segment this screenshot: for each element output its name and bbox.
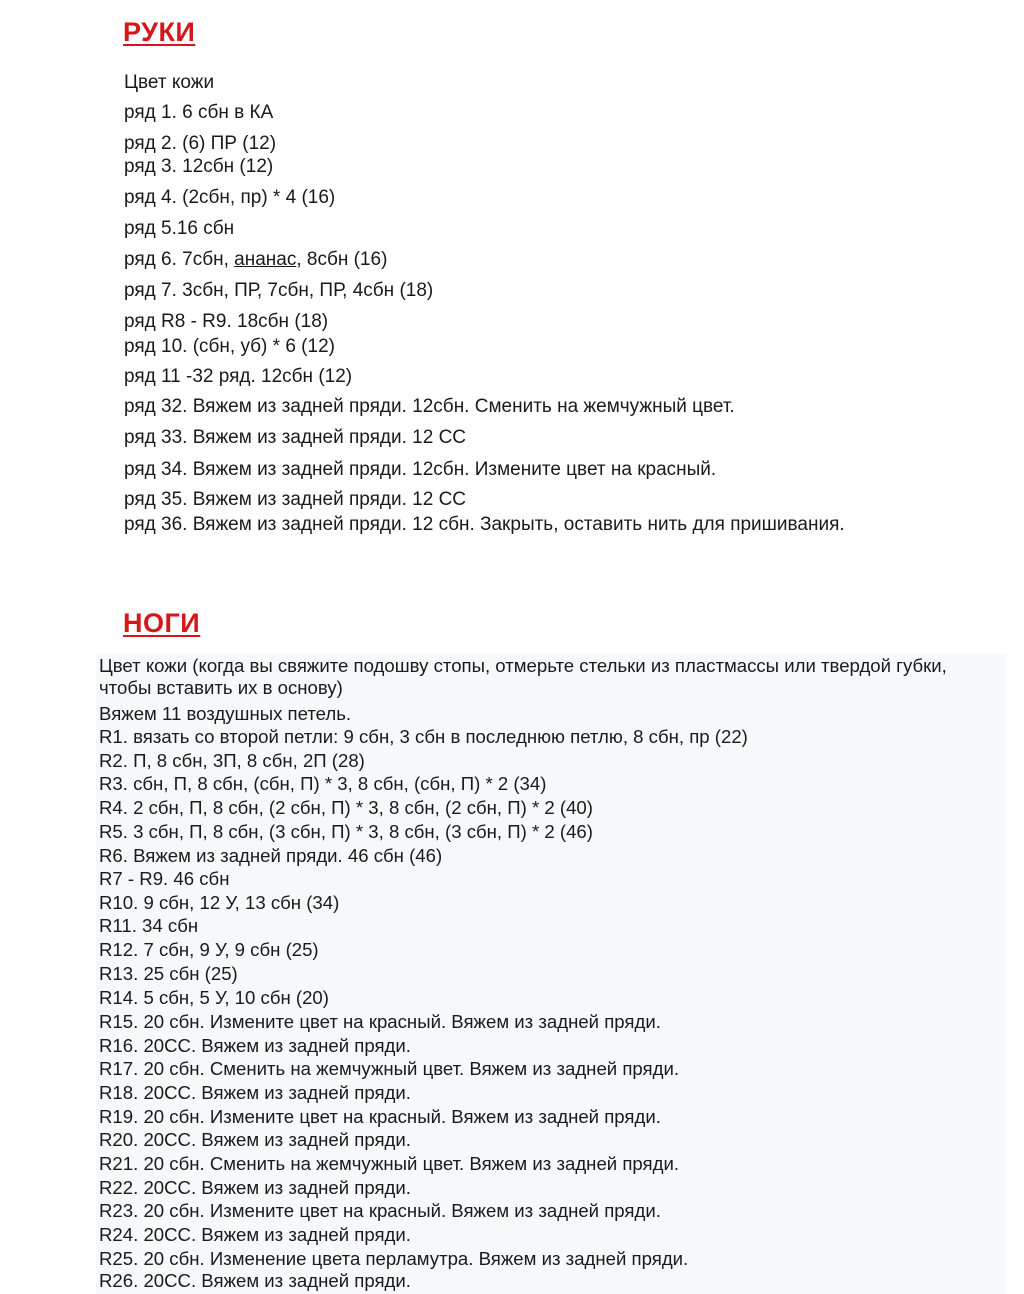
legs-line: R5. 3 сбн, П, 8 сбн, (3 сбн, П) * 3, 8 сбн, (3 сбн, П) * 2 (46) xyxy=(99,821,593,842)
legs-line: R7 - R9. 46 сбн xyxy=(99,868,230,889)
legs-line: R14. 5 сбн, 5 У, 10 сбн (20) xyxy=(99,987,329,1008)
arms-line: Цвет кожи xyxy=(124,72,215,93)
arms-line: ряд 33. Вяжем из задней пряди. 12 СС xyxy=(124,427,467,448)
arms-line-row6 xyxy=(124,249,387,271)
arms-line: ряд 10. (сбн, уб) * 6 (12) xyxy=(124,336,335,357)
legs-line: R22. 20СС. Вяжем из задней пряди. xyxy=(99,1177,411,1198)
legs-line: R16. 20СС. Вяжем из задней пряди. xyxy=(99,1035,411,1056)
row6-prefix: ряд 6. 7сбн, xyxy=(124,249,235,270)
legs-line: Цвет кожи (когда вы свяжите подошву стопы, отмерьте стельки из пластмассы или твердой губки, чтобы вставить их в основу) xyxy=(99,655,947,698)
arms-line: ряд 5.16 сбн xyxy=(124,218,235,239)
arms-line: ряд 35. Вяжем из задней пряди. 12 СС xyxy=(124,489,467,510)
legs-line: R4. 2 сбн, П, 8 сбн, (2 сбн, П) * 3, 8 сбн, (2 сбн, П) * 2 (40) xyxy=(99,797,593,818)
row6-suffix: , 8сбн (16) xyxy=(296,249,388,270)
legs-line: R10. 9 сбн, 12 У, 13 сбн (34) xyxy=(99,892,340,913)
arms-line: ряд 7. 3сбн, ПР, 7сбн, ПР, 4сбн (18) xyxy=(124,280,434,301)
legs-section-title: НОГИ xyxy=(123,608,201,638)
legs-line: R18. 20СС. Вяжем из задней пряди. xyxy=(99,1082,411,1103)
legs-line: R25. 20 сбн. Изменение цвета перламутра. Вяжем из задней пряди. xyxy=(99,1248,689,1269)
legs-line: R11. 34 сбн xyxy=(99,915,199,936)
legs-line: R23. 20 сбн. Измените цвет на красный. Вяжем из задней пряди. xyxy=(99,1200,661,1221)
arms-line: ряд R8 - R9. 18сбн (18) xyxy=(124,311,329,332)
legs-line: R21. 20 сбн. Сменить на жемчужный цвет. Вяжем из задней пряди. xyxy=(99,1153,680,1174)
legs-line: Вяжем 11 воздушных петель. xyxy=(99,703,352,724)
pineapple-stitch-link[interactable]: ананас xyxy=(234,249,297,270)
legs-line: R19. 20 сбн. Измените цвет на красный. Вяжем из задней пряди. xyxy=(99,1106,661,1127)
legs-line: R17. 20 сбн. Сменить на жемчужный цвет. Вяжем из задней пряди. xyxy=(99,1058,680,1079)
legs-line: R24. 20СС. Вяжем из задней пряди. xyxy=(99,1224,411,1245)
arms-line: ряд 2. (6) ПР (12) xyxy=(124,133,277,154)
legs-line: R3. сбн, П, 8 сбн, (сбн, П) * 3, 8 сбн, (сбн, П) * 2 (34) xyxy=(99,773,547,794)
arms-line: ряд 3. 12сбн (12) xyxy=(124,156,274,177)
legs-line: R13. 25 сбн (25) xyxy=(99,963,238,984)
legs-line: R2. П, 8 сбн, 3П, 8 сбн, 2П (28) xyxy=(99,750,365,771)
arms-line: ряд 32. Вяжем из задней пряди. 12сбн. Сменить на жемчужный цвет. xyxy=(124,396,735,417)
arms-line: ряд 36. Вяжем из задней пряди. 12 сбн. Закрыть, оставить нить для пришивания. xyxy=(124,514,845,535)
legs-line: R15. 20 сбн. Измените цвет на красный. Вяжем из задней пряди. xyxy=(99,1011,661,1032)
legs-line: R20. 20СС. Вяжем из задней пряди. xyxy=(99,1129,411,1150)
legs-line: R1. вязать со второй петли: 9 сбн, 3 сбн в последнюю петлю, 8 сбн, пр (22) xyxy=(99,726,748,747)
legs-line-cut-off: R26. 20СС. Вяжем из задней пряди. xyxy=(99,1270,411,1291)
arms-line: ряд 34. Вяжем из задней пряди. 12сбн. Измените цвет на красный. xyxy=(124,459,717,480)
arms-line: ряд 4. (2сбн, пр) * 4 (16) xyxy=(124,187,336,208)
arms-line: ряд 11 -32 ряд. 12сбн (12) xyxy=(124,366,353,387)
arms-section-title: РУКИ xyxy=(123,17,196,47)
legs-line: R12. 7 сбн, 9 У, 9 сбн (25) xyxy=(99,939,319,960)
legs-line: R6. Вяжем из задней пряди. 46 сбн (46) xyxy=(99,845,443,866)
arms-line: ряд 1. 6 сбн в КА xyxy=(124,102,274,123)
